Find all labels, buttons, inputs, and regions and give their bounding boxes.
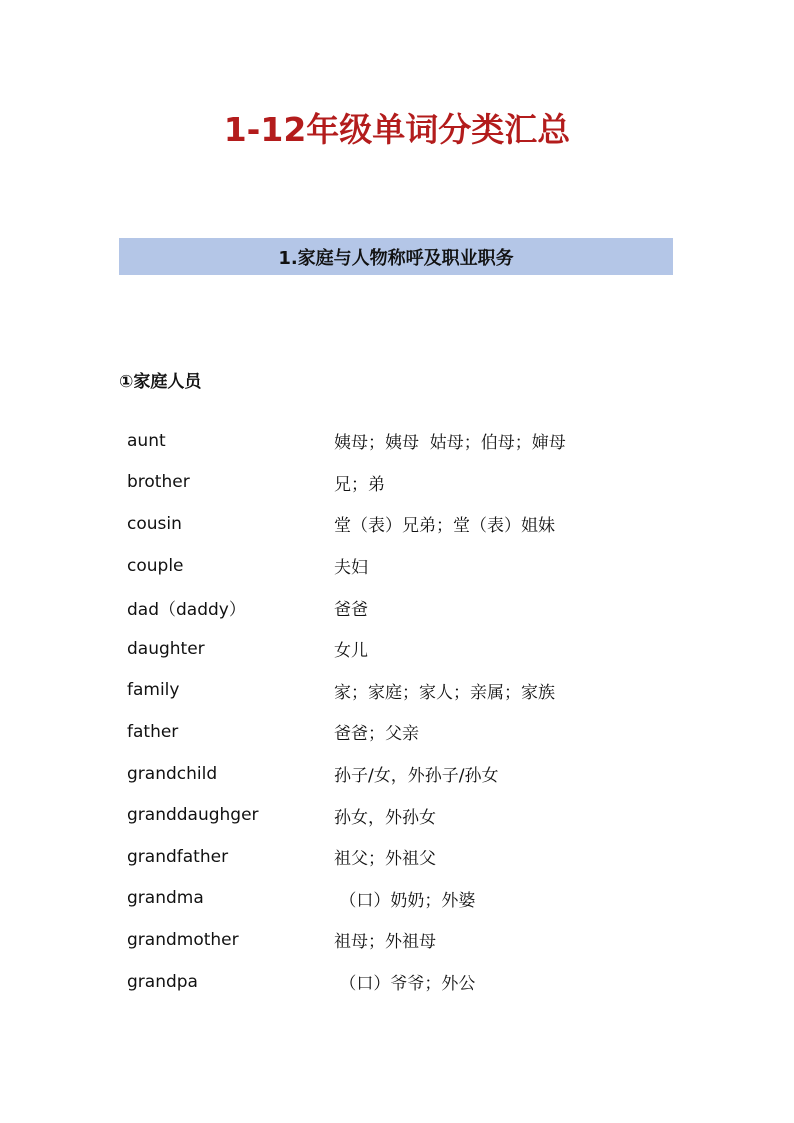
vocabulary-word: grandpa <box>127 971 198 992</box>
vocabulary-meaning: 爸爸；父亲 <box>334 724 419 745</box>
vocabulary-row <box>127 462 687 504</box>
vocabulary-word: father <box>127 721 179 742</box>
section-heading: 1.家庭与人物称呼及职业职务 <box>278 247 514 269</box>
vocabulary-word: dad（daddy） <box>127 599 246 620</box>
vocabulary-word: aunt <box>127 430 166 451</box>
vocabulary-word: daughter <box>127 638 205 659</box>
vocabulary-row <box>127 711 687 753</box>
document-title: 1-12年级单词分类汇总 <box>223 110 571 149</box>
vocabulary-row <box>127 503 687 545</box>
vocabulary-word: couple <box>127 555 184 576</box>
vocabulary-row <box>127 545 687 587</box>
vocabulary-row <box>127 919 687 961</box>
vocabulary-meaning: 爸爸 <box>334 599 368 620</box>
vocabulary-row <box>127 836 687 878</box>
vocabulary-meaning: 祖父；外祖父 <box>334 849 436 870</box>
vocabulary-word: granddaughger <box>127 805 259 826</box>
vocabulary-row <box>127 753 687 795</box>
vocabulary-meaning: 女儿 <box>334 641 368 662</box>
vocabulary-word: cousin <box>127 513 182 534</box>
subsection-heading: ①家庭人员 <box>119 372 202 392</box>
vocabulary-meaning: 祖母；外祖母 <box>334 932 436 953</box>
vocabulary-meaning: 孙女，外孙女 <box>334 807 436 828</box>
vocabulary-row <box>127 628 687 670</box>
vocabulary-list <box>127 420 687 1002</box>
vocabulary-meaning: 家；家庭；家人；亲属；家族 <box>334 682 555 703</box>
vocabulary-word: grandmother <box>127 929 239 950</box>
vocabulary-row <box>127 586 687 628</box>
vocabulary-word: grandma <box>127 888 204 909</box>
vocabulary-meaning: 兄；弟 <box>334 474 385 495</box>
vocabulary-meaning: （口）奶奶；外婆 <box>334 890 476 911</box>
vocabulary-row <box>127 670 687 712</box>
vocabulary-meaning: 姨母；姨母 姑母；伯母；婶母 <box>334 433 566 454</box>
vocabulary-meaning: 孙子/女，外孙子/孙女 <box>334 766 499 787</box>
vocabulary-word: grandchild <box>127 763 218 784</box>
vocabulary-row <box>127 794 687 836</box>
vocabulary-word: brother <box>127 472 190 493</box>
section-heading-banner <box>119 238 673 275</box>
vocabulary-meaning: 堂（表）兄弟；堂（表）姐妹 <box>334 516 555 537</box>
vocabulary-word: family <box>127 680 180 701</box>
vocabulary-word: grandfather <box>127 846 229 867</box>
vocabulary-meaning: 夫妇 <box>334 558 368 579</box>
vocabulary-row <box>127 961 687 1003</box>
vocabulary-row <box>127 420 687 462</box>
vocabulary-row <box>127 878 687 920</box>
vocabulary-meaning: （口）爷爷；外公 <box>334 974 476 995</box>
